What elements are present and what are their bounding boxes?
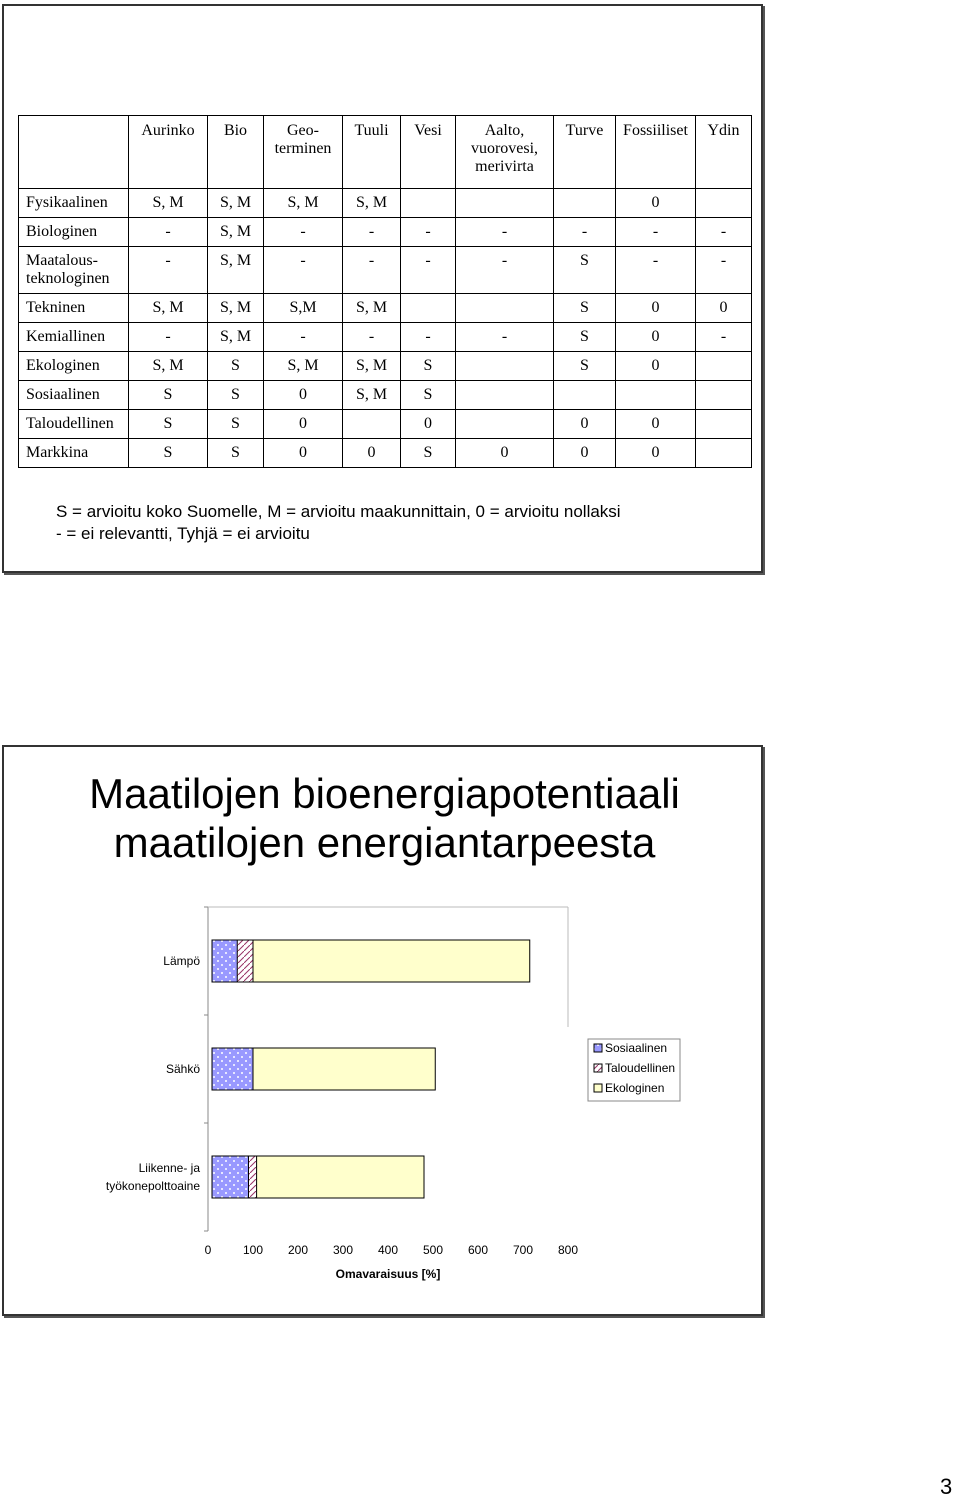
legend-line-1: S = arvioitu koko Suomelle, M = arvioitu maakunnittain, 0 = arvioitu nollaksi [56, 502, 621, 521]
table-cell: 0 [264, 381, 343, 410]
x-tick-label: 400 [377, 1243, 399, 1257]
header-empty [19, 116, 129, 189]
bar-sosiaalinen [212, 940, 237, 982]
table-cell [696, 381, 752, 410]
table-cell: 0 [401, 410, 456, 439]
category-label: Sähkö [165, 1062, 200, 1076]
table-cell: S, M [129, 352, 208, 381]
title-line-2: maatilojen energiantarpeesta [113, 819, 656, 866]
table-cell: 0 [554, 439, 616, 468]
row-label: Fysikaalinen [19, 189, 129, 218]
row-label: Sosiaalinen [19, 381, 129, 410]
table-cell [401, 294, 456, 323]
x-tick-label: 0 [204, 1243, 212, 1257]
table-cell: S, M [343, 352, 401, 381]
row-label: Ekologinen [19, 352, 129, 381]
energy-source-table [18, 115, 752, 468]
legend-swatch-taloudellinen [594, 1064, 602, 1072]
table-cell: 0 [696, 294, 752, 323]
table-cell: - [264, 247, 343, 294]
table-cell [554, 189, 616, 218]
table-cell: - [401, 323, 456, 352]
title-line-1: Maatilojen bioenergiapotentiaali [89, 770, 680, 817]
legend-line-2: - = ei relevantti, Tyhjä = ei arvioitu [56, 524, 310, 543]
table-cell: S, M [208, 247, 264, 294]
row-label: Maatalous- teknologinen [19, 247, 129, 294]
table-cell: S [208, 381, 264, 410]
legend-label: Ekologinen [605, 1081, 665, 1095]
row-label: Biologinen [19, 218, 129, 247]
table-cell: 0 [554, 410, 616, 439]
column-header: Aurinko [129, 116, 208, 189]
table-cell: S, M [208, 294, 264, 323]
x-tick-label: 800 [557, 1243, 579, 1257]
table-cell: - [456, 323, 554, 352]
table-row [19, 439, 752, 468]
x-tick-label: 500 [422, 1243, 444, 1257]
table-cell [696, 352, 752, 381]
table-row [19, 294, 752, 323]
column-header: Aalto, vuorovesi, merivirta [456, 116, 554, 189]
table-cell: S, M [343, 189, 401, 218]
row-label: Taloudellinen [19, 410, 129, 439]
table-cell: - [264, 218, 343, 247]
table-row [19, 381, 752, 410]
page-number: 3 [940, 1474, 953, 1499]
table-cell: 0 [264, 439, 343, 468]
table-cell: - [696, 323, 752, 352]
table-cell: S, M [264, 189, 343, 218]
category-label: Lämpö [163, 954, 200, 968]
table-cell [554, 381, 616, 410]
table-cell: S [208, 439, 264, 468]
table-cell [456, 189, 554, 218]
legend-swatch-ekologinen [594, 1084, 602, 1092]
row-label: Kemiallinen [19, 323, 129, 352]
legend-label: Taloudellinen [605, 1061, 676, 1075]
row-label: Tekninen [19, 294, 129, 323]
bar-sosiaalinen [212, 1048, 253, 1090]
table-cell: - [129, 247, 208, 294]
table-cell [456, 410, 554, 439]
table-cell: 0 [616, 294, 696, 323]
row-label: Markkina [19, 439, 129, 468]
x-axis-label: Omavaraisuus [%] [335, 1267, 441, 1281]
table-cell [616, 381, 696, 410]
category-label: Liikenne- ja [138, 1161, 200, 1175]
legend-label: Sosiaalinen [605, 1041, 668, 1055]
table-cell: - [554, 218, 616, 247]
table-cell: S [401, 352, 456, 381]
table-row [19, 218, 752, 247]
table-cell: S [129, 439, 208, 468]
table-cell: - [696, 218, 752, 247]
table-cell: 0 [456, 439, 554, 468]
column-header: Turve [554, 116, 616, 189]
x-tick-label: 600 [467, 1243, 489, 1257]
table-cell: 0 [616, 439, 696, 468]
table-cell [343, 410, 401, 439]
column-header: Geo- terminen [264, 116, 343, 189]
table-cell: S, M [343, 294, 401, 323]
table-cell: 0 [616, 352, 696, 381]
table-cell: 0 [343, 439, 401, 468]
table-cell: 0 [616, 323, 696, 352]
table-cell: S [129, 381, 208, 410]
table-row [19, 410, 752, 439]
table-cell: 0 [616, 189, 696, 218]
x-tick-label: 700 [512, 1243, 534, 1257]
column-header: Fossiiliset [616, 116, 696, 189]
table-cell: S, M [129, 189, 208, 218]
column-header: Tuuli [343, 116, 401, 189]
table-cell: - [129, 218, 208, 247]
legend-swatch-sosiaalinen [594, 1044, 602, 1052]
table-cell: S, M [264, 352, 343, 381]
table-cell: - [456, 218, 554, 247]
table-cell: - [456, 247, 554, 294]
column-header: Vesi [401, 116, 456, 189]
table-cell [456, 352, 554, 381]
column-header: Bio [208, 116, 264, 189]
table-cell: S [554, 323, 616, 352]
table-cell: - [343, 323, 401, 352]
table-cell: S [554, 352, 616, 381]
column-header: Ydin [696, 116, 752, 189]
table-cell: - [696, 247, 752, 294]
table-cell: S [554, 294, 616, 323]
table-cell: S [554, 247, 616, 294]
table-cell: - [129, 323, 208, 352]
x-tick-label: 100 [242, 1243, 264, 1257]
table-cell: - [264, 323, 343, 352]
table-cell [456, 294, 554, 323]
x-tick-label: 200 [287, 1243, 309, 1257]
table-cell: S [401, 439, 456, 468]
table-cell: 0 [264, 410, 343, 439]
table-cell [696, 439, 752, 468]
table-cell: S [401, 381, 456, 410]
table-cell [696, 189, 752, 218]
table-cell: S [129, 410, 208, 439]
table-cell: S, M [343, 381, 401, 410]
table-cell: - [343, 247, 401, 294]
table-cell: S, M [208, 189, 264, 218]
table-cell: - [401, 218, 456, 247]
table-cell: S, M [208, 323, 264, 352]
table-cell: 0 [616, 410, 696, 439]
slide-energy-matrix [2, 4, 763, 573]
x-tick-label: 300 [332, 1243, 354, 1257]
table-cell: - [616, 218, 696, 247]
table-cell: S, M [208, 218, 264, 247]
table-row [19, 323, 752, 352]
table-cell: S,M [264, 294, 343, 323]
table-row [19, 352, 752, 381]
table-cell [401, 189, 456, 218]
table-cell: S [208, 410, 264, 439]
table-cell: - [616, 247, 696, 294]
category-label: työkonepolttoaine [105, 1179, 200, 1193]
table-row [19, 189, 752, 218]
bar-ekologinen [212, 940, 530, 982]
slide-bioenergy-chart [2, 745, 763, 1316]
bioenergy-bar-chart [4, 747, 761, 1314]
table-cell: S, M [129, 294, 208, 323]
table-row [19, 247, 752, 294]
table-cell: - [343, 218, 401, 247]
table-legend [56, 501, 621, 545]
table-cell: - [401, 247, 456, 294]
table-header-row [19, 116, 752, 189]
table-cell: S [208, 352, 264, 381]
bar-sosiaalinen [212, 1156, 249, 1198]
table-cell [696, 410, 752, 439]
table-cell [456, 381, 554, 410]
